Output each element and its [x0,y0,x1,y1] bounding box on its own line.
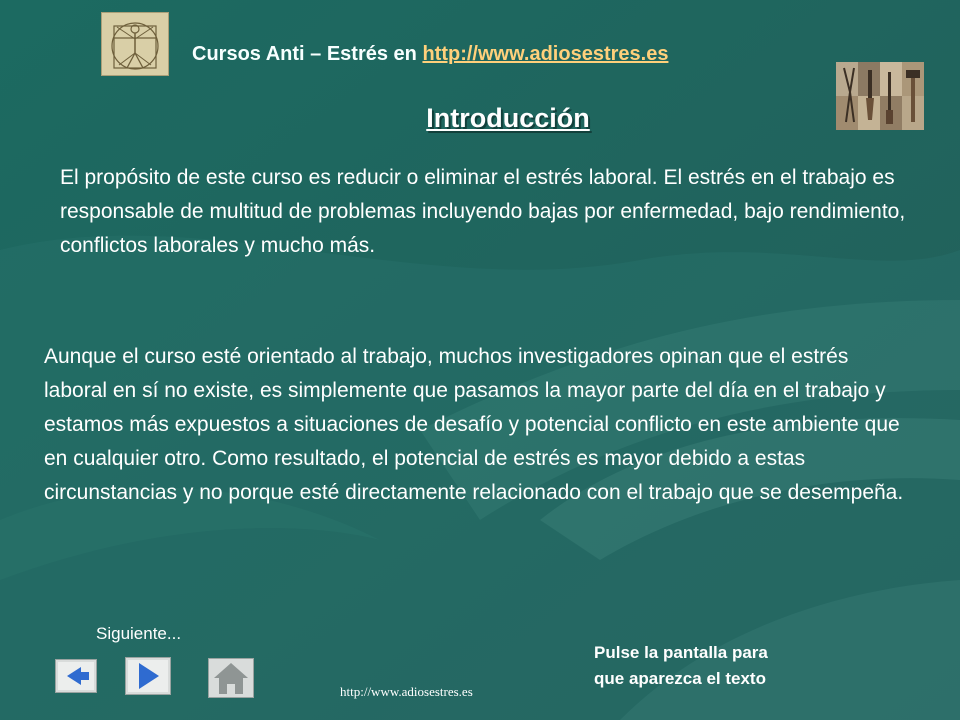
course-header [192,43,892,66]
instruction-line-1: Pulse la pantalla para [594,643,768,662]
arrow-left-icon [55,659,97,693]
next-button[interactable] [125,657,171,695]
instruction-text [594,640,768,692]
site-link[interactable]: http://www.adiosestres.es [422,43,669,65]
home-button[interactable] [208,658,254,698]
slide-title: Introducción [426,103,590,133]
arrow-right-icon [125,657,171,695]
body-paragraph: Aunque el curso esté orientado al trabajo, muchos investigadores opinan que el estrés laboral en sí no existe, es simplemente que pasamos la mayor parte del día en el trabajo y estamos más expuestos a situaciones de desafío y potencial conflicto en este ambiente que en cualquier otro. Como resultado, el potencial de estrés es mayor debido a estas circunstancias y no porque esté directamente relacionado con el trabajo que se desempeña. [44,345,904,504]
instruction-line-2: que aparezca el texto [594,669,766,688]
home-icon [208,658,254,698]
back-button[interactable] [55,659,97,693]
intro-paragraph: El propósito de este curso es reducir o eliminar el estrés laboral. El estrés en el trabajo es responsable de multitud de problemas incluyendo bajas por enfermedad, bajo rendimiento, conflictos laborales y mucho más. [60,166,906,257]
vitruvian-man-logo [101,12,169,76]
course-label: Cursos Anti – Estrés en [192,43,417,65]
next-label: Siguiente... [96,624,182,643]
footer-url: http://www.adiosestres.es [340,684,473,699]
